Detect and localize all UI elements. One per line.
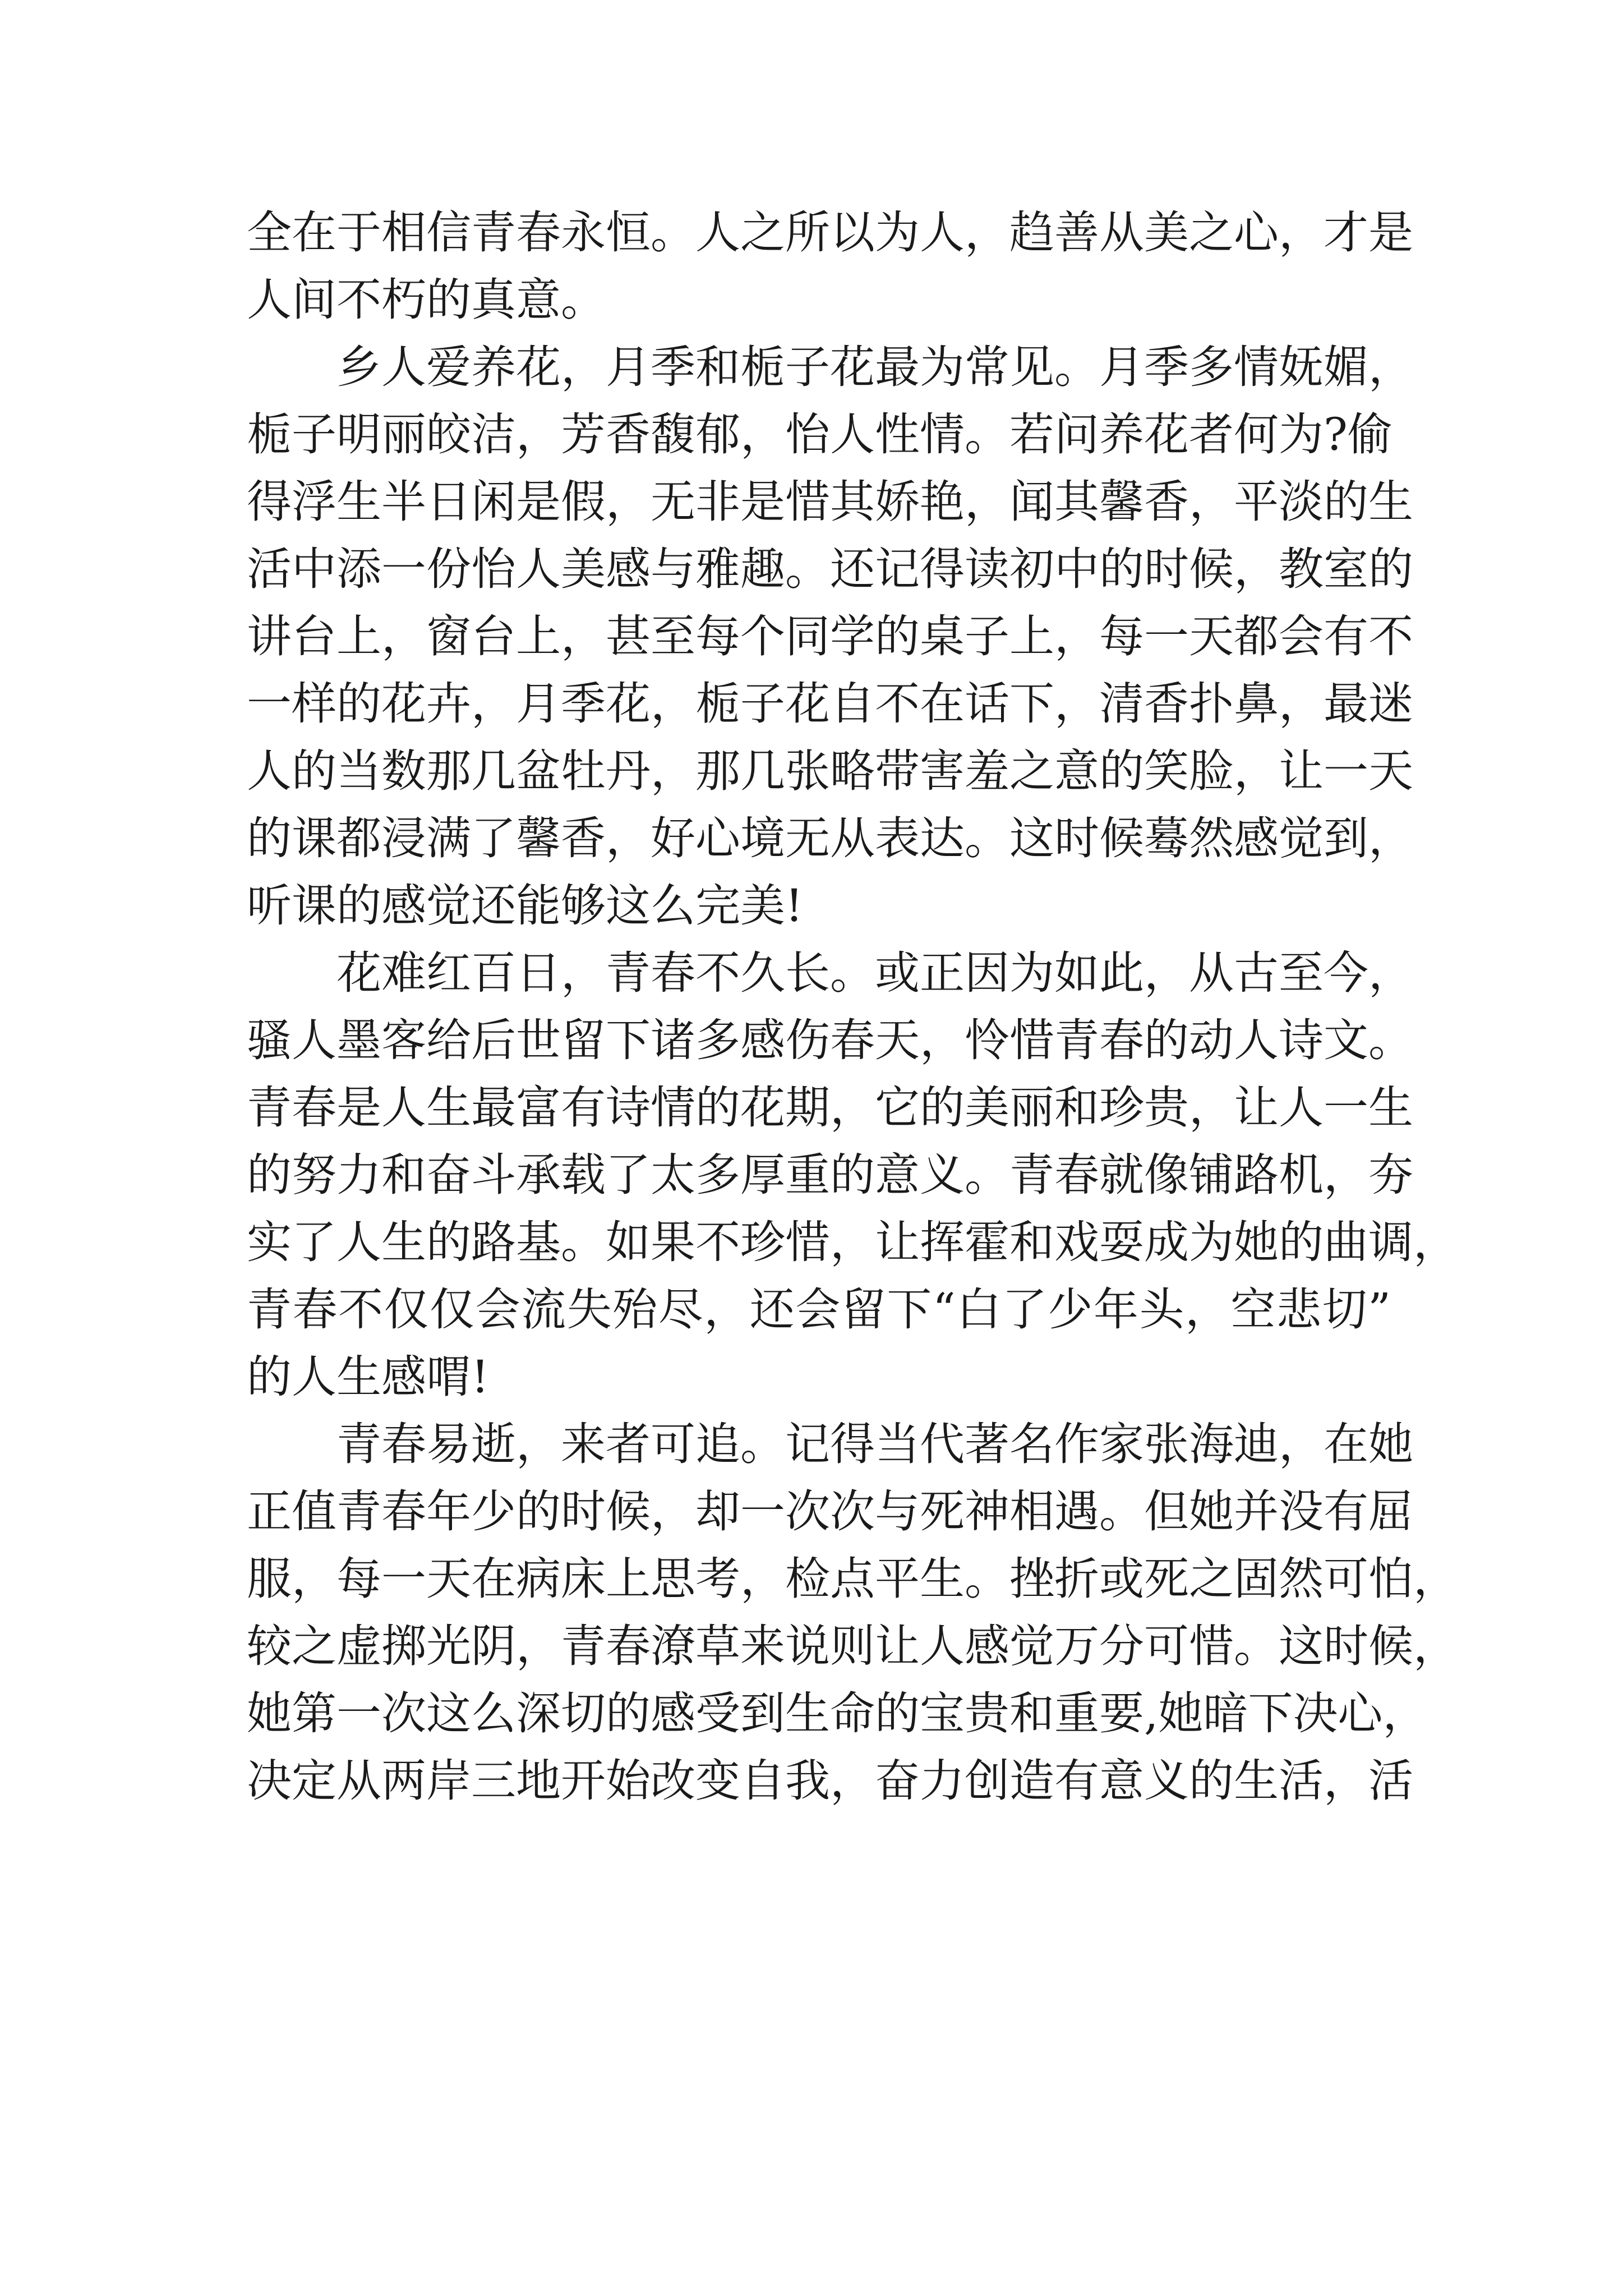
text-line: 花难红百日，青春不久长。或正因为如此，从古至今， [336,947,1413,999]
text-line: 青春易逝，来者可追。记得当代著名作家张海迪，在她 [336,1418,1413,1470]
text-line: 服，每一天在病床上思考，检点平生。挫折或死之固然可怕， [247,1553,1458,1605]
text-line: 听课的感觉还能够这么完美! [247,880,804,932]
text-line: 得浮生半日闲是假，无非是惜其娇艳，闻其馨香，平淡的生 [247,476,1413,528]
paragraph-1 [247,199,1413,334]
text-line: 较之虚掷光阴，青春潦草来说则让人感觉万分可惜。这时候， [247,1620,1458,1672]
paragraph-4 [247,1411,1458,1815]
paragraph-2 [247,334,1413,940]
text-line: 乡人爱养花，月季和栀子花最为常见。月季多情妩媚， [336,341,1413,393]
text-line: 正值青春年少的时候，却一次次与死神相遇。但她并没有屈 [247,1485,1413,1538]
text-line: 人间不朽的真意。 [247,274,606,326]
text-line: 的努力和奋斗承载了太多厚重的意义。青春就像铺路机，夯 [247,1149,1413,1201]
text-line: 青春不仅仅会流失殆尽，还会留下“白了少年头，空悲切” [247,1283,1391,1336]
text-line: 一样的花卉，月季花，栀子花自不在话下，清香扑鼻，最迷 [247,678,1413,730]
text-line: 实了人生的路基。如果不珍惜，让挥霍和戏耍成为她的曲调， [247,1216,1458,1268]
text-line: 青春是人生最富有诗情的花期，它的美丽和珍贵，让人一生 [247,1082,1413,1134]
text-line: 栀子明丽皎洁，芳香馥郁，怡人性情。若问养花者何为?偷 [247,408,1393,461]
text-line: 全在于相信青春永恒。人之所以为人，趋善从美之心，才是 [247,206,1413,259]
text-line: 人的当数那几盆牡丹，那几张略带害羞之意的笑脸，让一天 [247,745,1413,797]
text-line: 决定从两岸三地开始改变自我，奋力创造有意义的生活，活 [247,1755,1413,1807]
text-line: 讲台上，窗台上，甚至每个同学的桌子上，每一天都会有不 [247,610,1413,662]
text-line: 她第一次这么深切的感受到生命的宝贵和重要,她暗下决心， [247,1687,1428,1740]
text-line: 的人生感喟! [247,1351,490,1403]
text-line: 活中添一份怡人美感与雅趣。还记得读初中的时候，教室的 [247,543,1413,595]
paragraph-3 [247,940,1458,1411]
article-text [247,199,1458,1815]
text-line: 骚人墨客给后世留下诸多感伤春天，怜惜青春的动人诗文。 [247,1014,1413,1066]
text-line: 的课都浸满了馨香，好心境无从表达。这时候蓦然感觉到， [247,812,1413,864]
